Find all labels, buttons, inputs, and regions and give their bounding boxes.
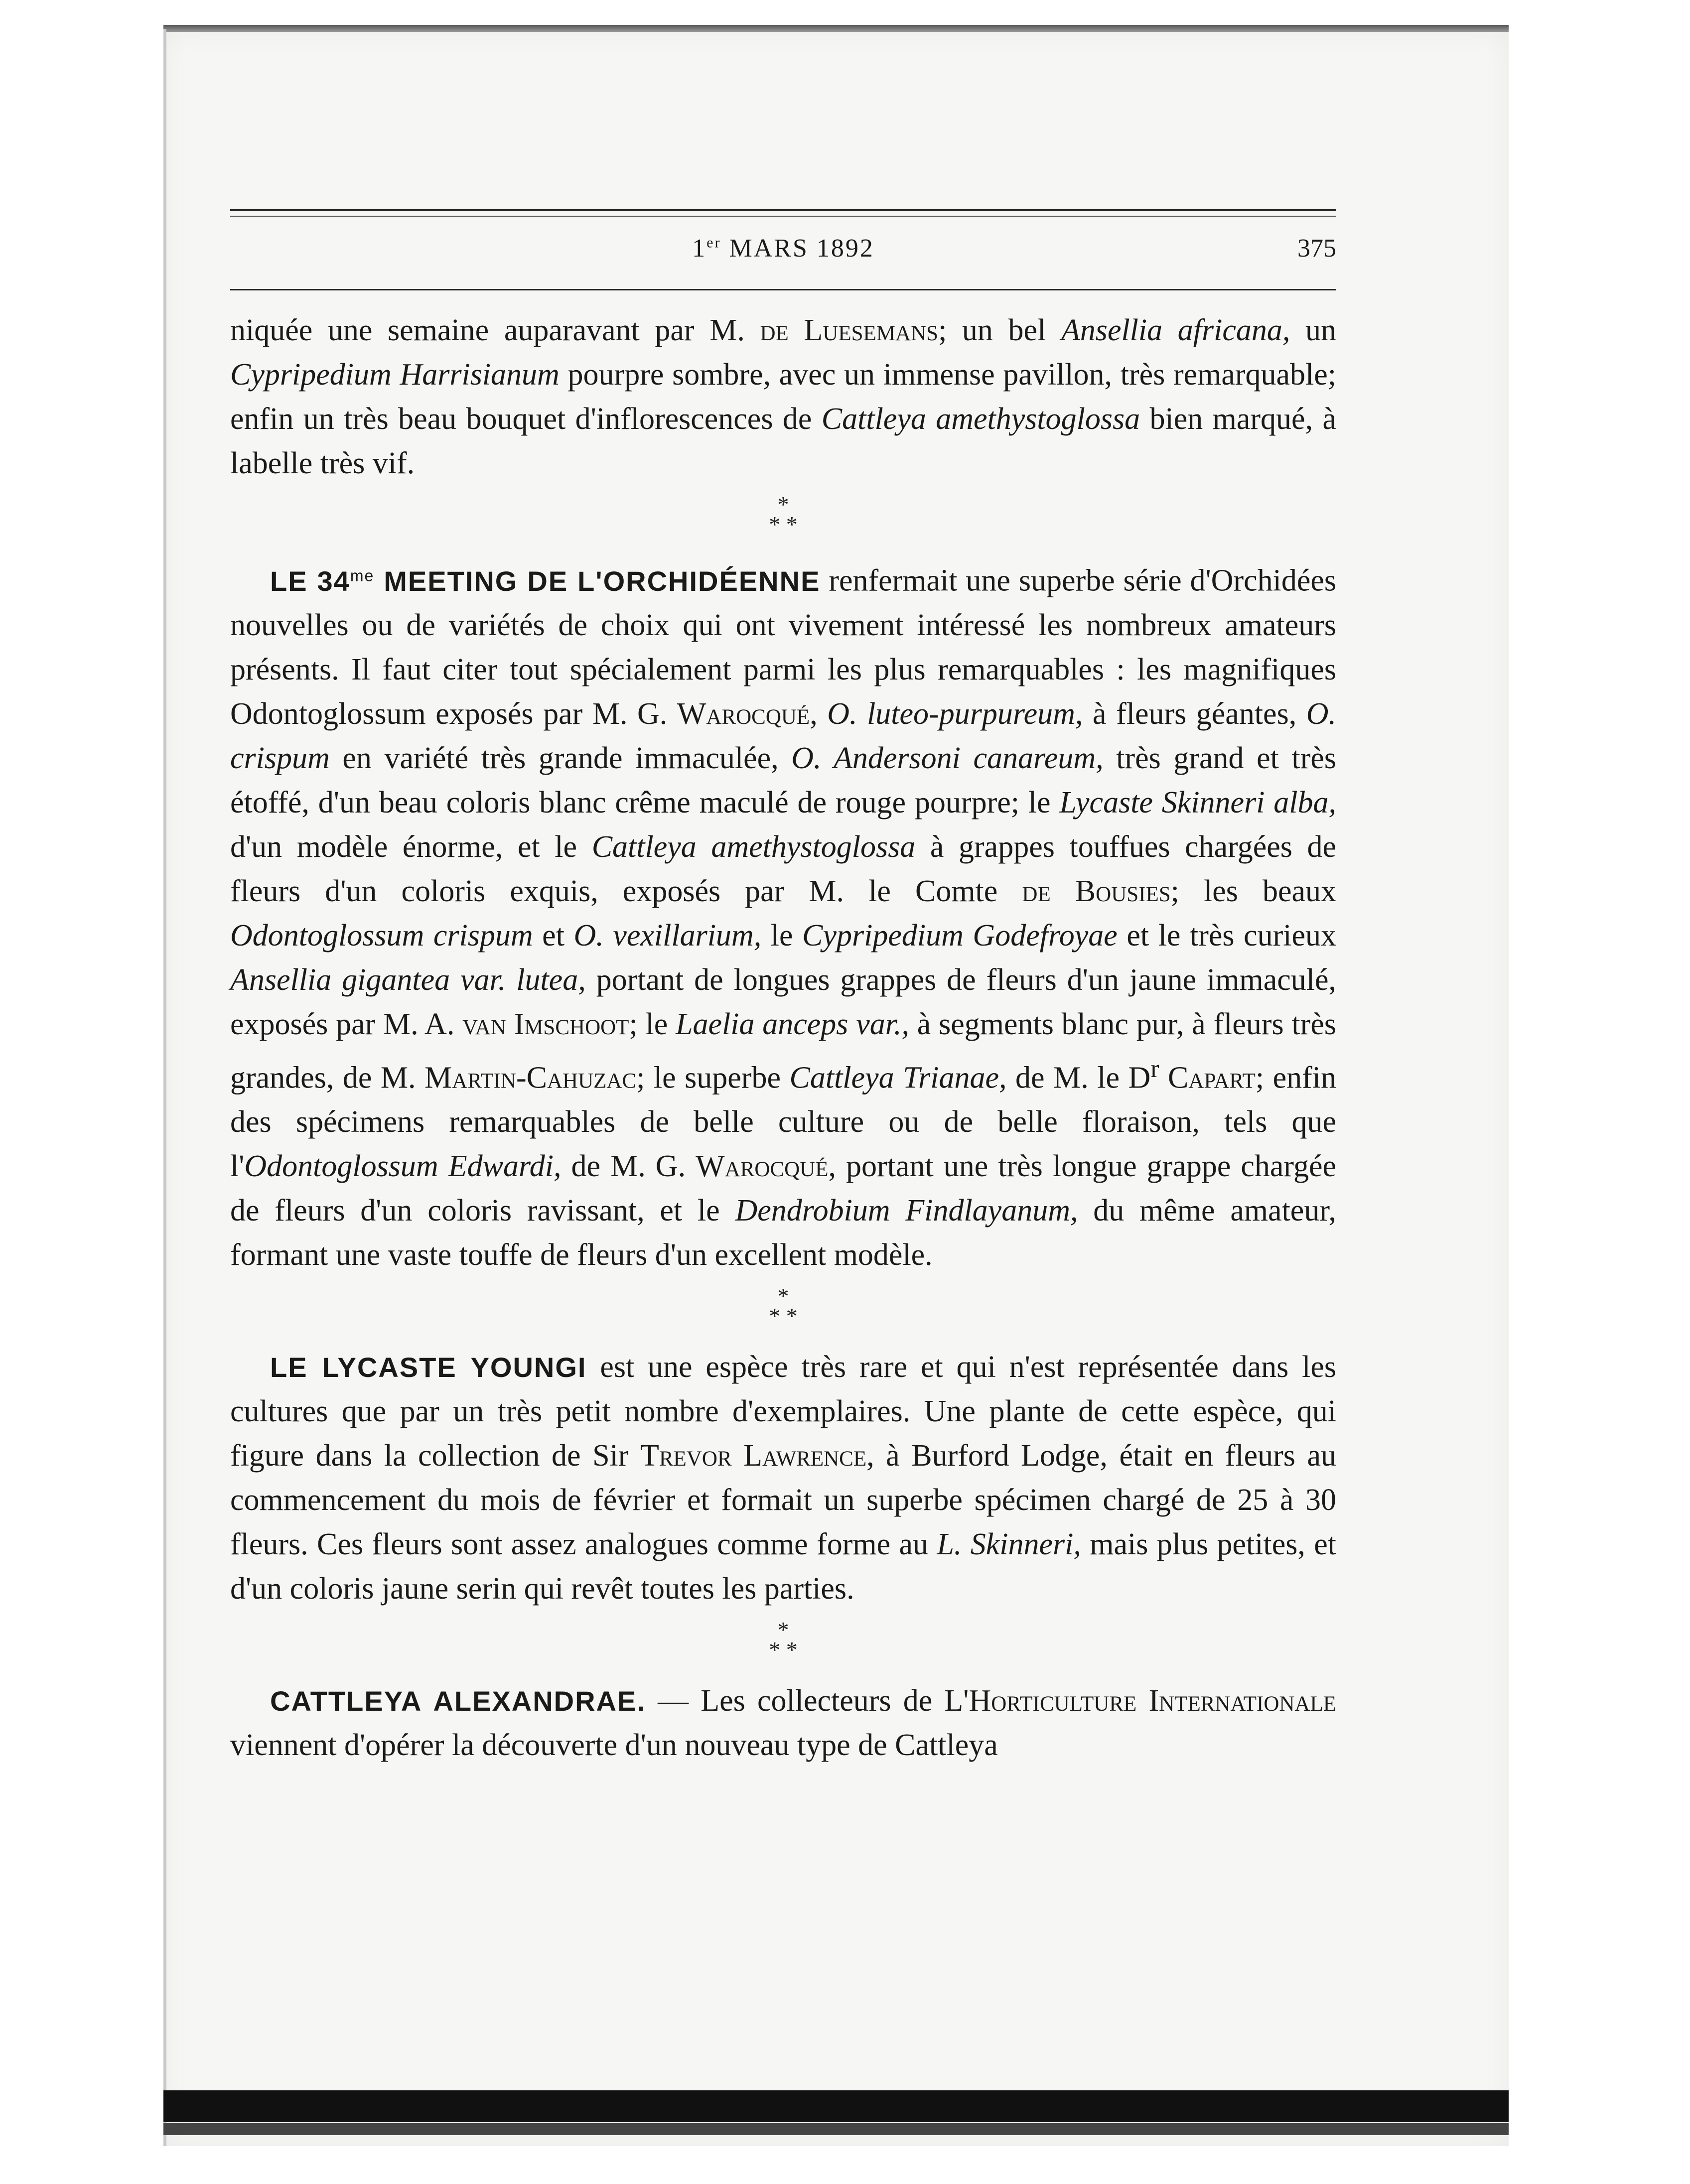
- person-name: de Luesemans: [760, 313, 939, 347]
- section-separator: * * *: [769, 1617, 798, 1663]
- header-date: 1er MARS 1892: [692, 234, 874, 263]
- paragraph-lycaste: LE LYCASTE YOUNGI est une espèce très rare et qui n'est représentée dans les cultures que par un très petit nombre d'exemplaires. Une plante de cette espèce, qui figure dans la collection de Sir Trevor Lawrence, à Burford Lodge, était en fleurs au commencement du mois de février et formait un superbe spécimen chargé de 25 à 30 fleurs. Ces fleurs sont assez analogues comme forme au L. Skinneri, mais plus petites, et d'un coloris jaune serin qui revêt toutes les parties.: [230, 1350, 1336, 1606]
- page-left-edge: [163, 29, 166, 2146]
- paragraph-meeting: LE $34^{me}$ MEETING DE L'ORCHIDÉENNE renfermait une superbe série d'Orchidées nouvelles ou de variétés de choix qui ont vivement intéressé les nombreux amateurs présents. Il faut citer tout spécialement parmi les plus remarquables : les magnifiques Odontoglossum exposés par M. G. Warocqué, O. luteo-purpureum, à fleurs géantes, O. crispum en variété très grande immaculée, O. Andersoni canareum, très grand et très étoffé, d'un beau coloris blanc crême maculé de rouge pourpre; le Lycaste Skinneri alba, d'un modèle énorme, et le Cattleya amethystoglossa à grappes touffues chargées de fleurs d'un coloris exquis, exposés par M. le Comte de Bousies; les beaux Odontoglossum crispum et O. vexillarium, le Cypripedium Godefroyae et le très curieux Ansellia gigantea var. lutea, portant de longues grappes de fleurs d'un jaune immaculé, exposés par M. A. van Imschoot; le Laelia anceps var., à segments blanc pur, à fleurs très grandes, de M. Martin-Cahuzac; le superbe Cattleya Trianae, de M. le $D^r$ Capart; enfin des spécimens remarquables de belle culture ou de belle floraison, tels que l'Odontoglossum Edwardi, de M. G. Warocqué, portant une très longue grappe chargée de fleurs d'un coloris ravissant, et le Dendrobium Findlayanum, du même amateur, formant une vaste touffe de fleurs d'un excellent modèle.: [230, 563, 1337, 1272]
- page-number: 375: [1297, 234, 1336, 263]
- page-top-edge: [163, 25, 1509, 32]
- page-bottom-shadow-lower: [163, 2123, 1509, 2135]
- section-title-lycaste: LE LYCASTE YOUNGI: [270, 1352, 587, 1383]
- section-separator: * * *: [769, 492, 798, 537]
- paragraph-cattleya: CATTLEYA ALEXANDRAE. — Les collecteurs de L'Horticulture Internationale viennent d'opérer la découverte d'un nouveau type de Cattleya: [230, 1684, 1337, 1763]
- page-content: [230, 209, 1336, 1768]
- page-bottom-shadow: [163, 2090, 1509, 2122]
- section-title-cattleya: CATTLEYA ALEXANDRAE.: [270, 1685, 646, 1717]
- running-header: [230, 209, 1336, 290]
- paragraph-1: niquée une semaine auparavant par M. de Luesemans; un bel Ansellia africana, un Cypripedium Harrisianum pourpre sombre, avec un immense pavillon, très remarquable; enfin un très beau bouquet d'inflorescences de Cattleya amethystoglossa bien marqué, à labelle très vif.: [230, 313, 1337, 480]
- section-title-meeting: LE $34^{me}$ MEETING DE L'ORCHIDÉENNE: [270, 565, 821, 597]
- section-separator: * * *: [769, 1283, 798, 1329]
- header-rule: [230, 289, 1336, 290]
